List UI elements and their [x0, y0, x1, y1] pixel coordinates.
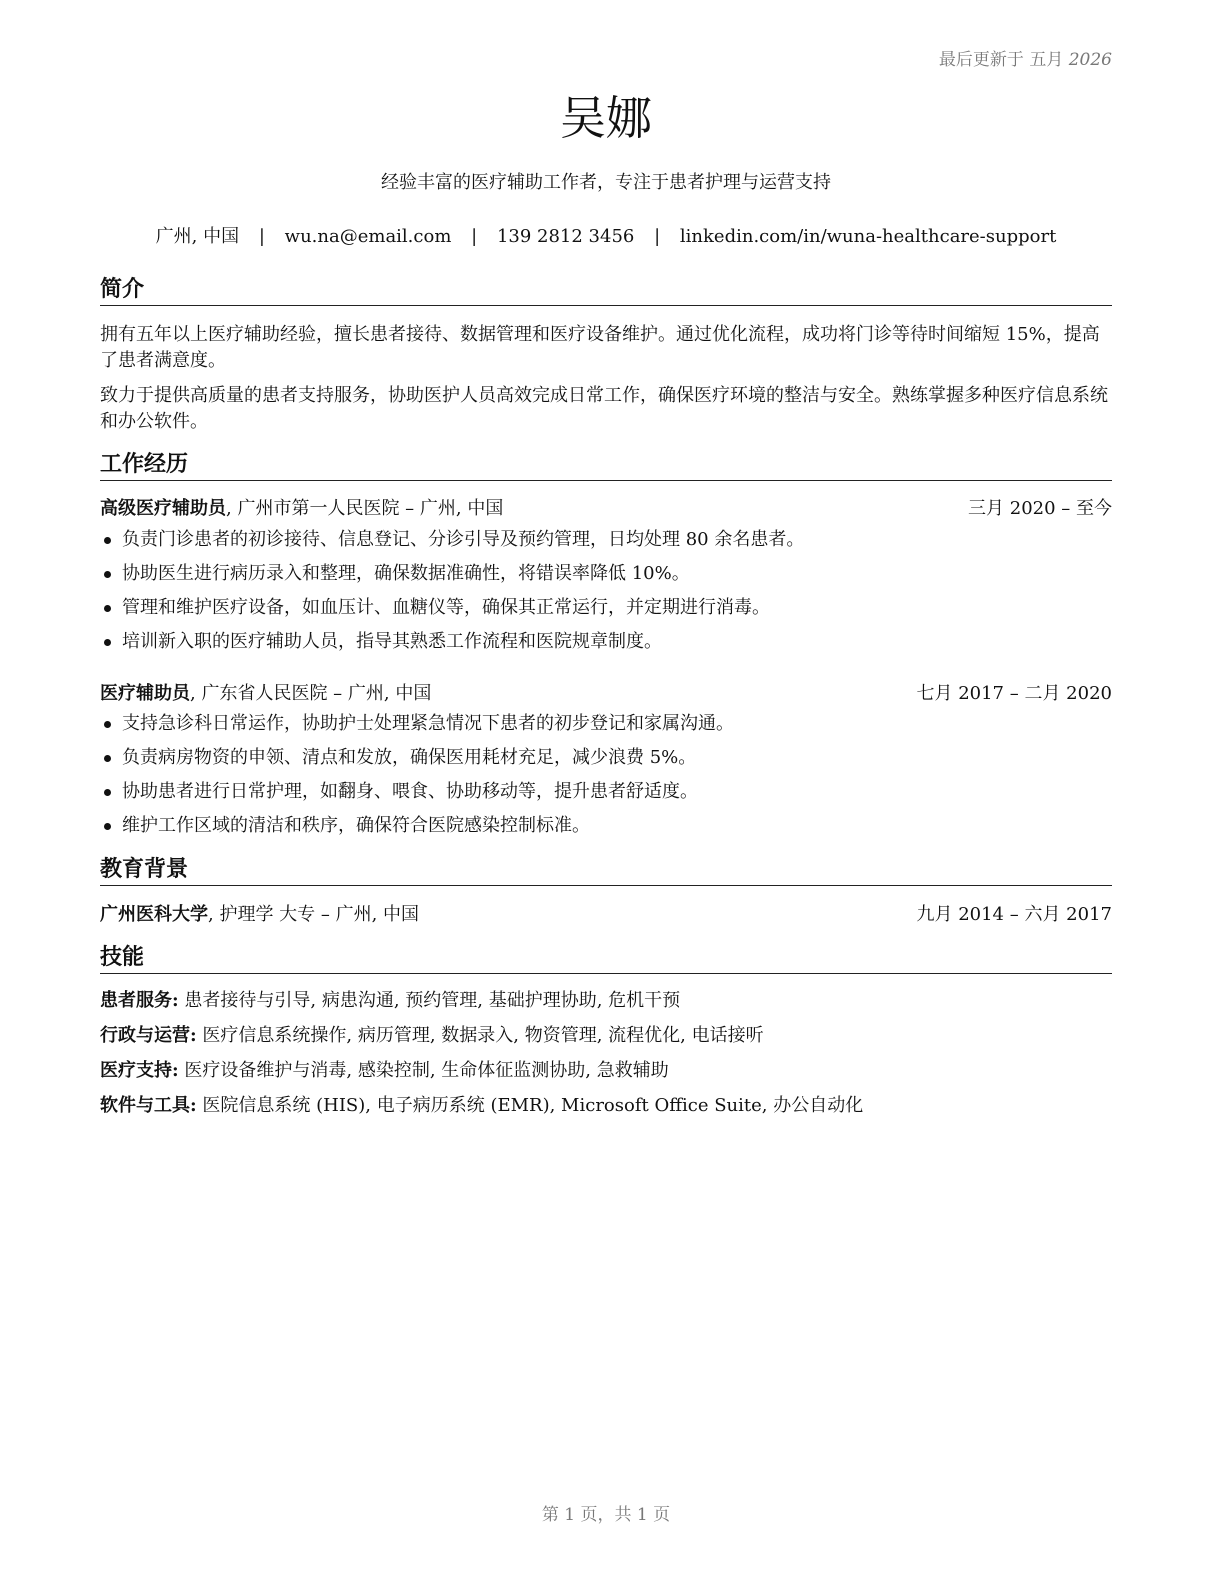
list-item — [100, 813, 1112, 847]
bullet-text: 协助医生进行病历录入和整理，确保数据准确性，将错误率降低 10%。 — [122, 563, 690, 584]
skill-label: 患者服务: — [100, 990, 179, 1011]
job-header — [100, 496, 1112, 522]
job-org: , 广州市第一人民医院 – 广州, 中国 — [226, 498, 504, 519]
summary-paragraph: 拥有五年以上医疗辅助经验，擅长患者接待、数据管理和医疗设备维护。通过优化流程，成功将门诊等待时间缩短 15%，提高了患者满意度。 — [100, 324, 1100, 371]
skill-label: 软件与工具: — [100, 1095, 197, 1116]
skill-row — [100, 988, 1112, 1014]
contact-email[interactable]: wu.na@email.com — [284, 226, 452, 247]
bullet-text: 负责门诊患者的初诊接待、信息登记、分诊引导及预约管理，日均处理 80 余名患者。 — [122, 529, 805, 550]
section-title-education: 教育背景 — [100, 856, 1112, 886]
education-dates: 九月 2014 – 六月 2017 — [916, 904, 1112, 925]
skill-row — [100, 1023, 1112, 1049]
bullet-text: 管理和维护医疗设备，如血压计、血糖仪等，确保其正常运行，并定期进行消毒。 — [122, 597, 770, 618]
bullet-icon — [104, 721, 111, 728]
contact-line — [100, 224, 1112, 250]
contact-location: 广州, 中国 — [155, 226, 240, 247]
last-updated-year: 2026 — [1068, 50, 1112, 70]
list-item — [100, 561, 1112, 595]
job-dates: 三月 2020 – 至今 — [968, 498, 1112, 519]
job-dates: 七月 2017 – 二月 2020 — [916, 683, 1112, 704]
bullet-text: 维护工作区域的清洁和秩序，确保符合医院感染控制标准。 — [122, 815, 590, 836]
skill-value: 患者接待与引导, 病患沟通, 预约管理, 基础护理协助, 危机干预 — [178, 990, 681, 1011]
bullet-icon — [104, 537, 111, 544]
list-item — [100, 595, 1112, 629]
skill-value: 医疗设备维护与消毒, 感染控制, 生命体征监测协助, 急救辅助 — [178, 1060, 669, 1081]
job-bullets — [100, 527, 1112, 663]
list-item — [100, 527, 1112, 561]
bullet-icon — [104, 605, 111, 612]
skill-value: 医疗信息系统操作, 病历管理, 数据录入, 物资管理, 流程优化, 电话接听 — [196, 1025, 764, 1046]
bullet-icon — [104, 571, 111, 578]
job-bullets — [100, 711, 1112, 847]
list-item — [100, 779, 1112, 813]
job-role: 高级医疗辅助员 — [100, 498, 226, 519]
job-header — [100, 681, 1112, 707]
degree-detail: , 护理学 大专 – 广州, 中国 — [208, 904, 420, 925]
section-title-summary: 简介 — [100, 276, 1112, 306]
bullet-text: 支持急诊科日常运作，协助护士处理紧急情况下患者的初步登记和家属沟通。 — [122, 713, 734, 734]
school-name: 广州医科大学 — [100, 904, 208, 925]
list-item — [100, 711, 1112, 745]
contact-separator: | — [654, 226, 661, 247]
job-role: 医疗辅助员 — [100, 683, 190, 704]
job-org: , 广东省人民医院 – 广州, 中国 — [190, 683, 432, 704]
contact-phone: 139 2812 3456 — [496, 226, 635, 247]
contact-linkedin[interactable]: linkedin.com/in/wuna-healthcare-support — [679, 226, 1057, 247]
contact-separator: | — [258, 226, 265, 247]
bullet-text: 负责病房物资的申领、清点和发放，确保医用耗材充足，减少浪费 5%。 — [122, 747, 697, 768]
list-item — [100, 745, 1112, 779]
last-updated — [939, 45, 1112, 70]
skill-row — [100, 1058, 1112, 1084]
candidate-name: 吴娜 — [560, 91, 652, 145]
bullet-text: 培训新入职的医疗辅助人员，指导其熟悉工作流程和医院规章制度。 — [122, 631, 662, 652]
skill-label: 行政与运营: — [100, 1025, 197, 1046]
page-number: 第 1 页，共 1 页 — [541, 1505, 671, 1525]
education-entry — [100, 902, 1112, 928]
skill-label: 医疗支持: — [100, 1060, 179, 1081]
skill-row — [100, 1093, 1112, 1119]
section-title-skills: 技能 — [100, 944, 1112, 974]
skill-value: 医院信息系统 (HIS), 电子病历系统 (EMR), Microsoft Office Suite, 办公自动化 — [196, 1095, 864, 1116]
section-title-experience: 工作经历 — [100, 451, 1112, 481]
bullet-icon — [104, 755, 111, 762]
list-item — [100, 629, 1112, 663]
bullet-icon — [104, 639, 111, 646]
last-updated-label: 最后更新于 — [938, 50, 1024, 70]
last-updated-month: 五月 — [1029, 50, 1064, 70]
bullet-icon — [104, 823, 111, 830]
bullet-text: 协助患者进行日常护理，如翻身、喂食、协助移动等，提升患者舒适度。 — [122, 781, 698, 802]
bullet-icon — [104, 789, 111, 796]
resume-page — [100, 0, 1112, 1584]
tagline: 经验丰富的医疗辅助工作者，专注于患者护理与运营支持 — [381, 172, 831, 193]
summary-paragraph: 致力于提供高质量的患者支持服务，协助医护人员高效完成日常工作，确保医疗环境的整洁与安全。熟练掌握多种医疗信息系统和办公软件。 — [100, 385, 1108, 432]
contact-separator: | — [471, 226, 478, 247]
